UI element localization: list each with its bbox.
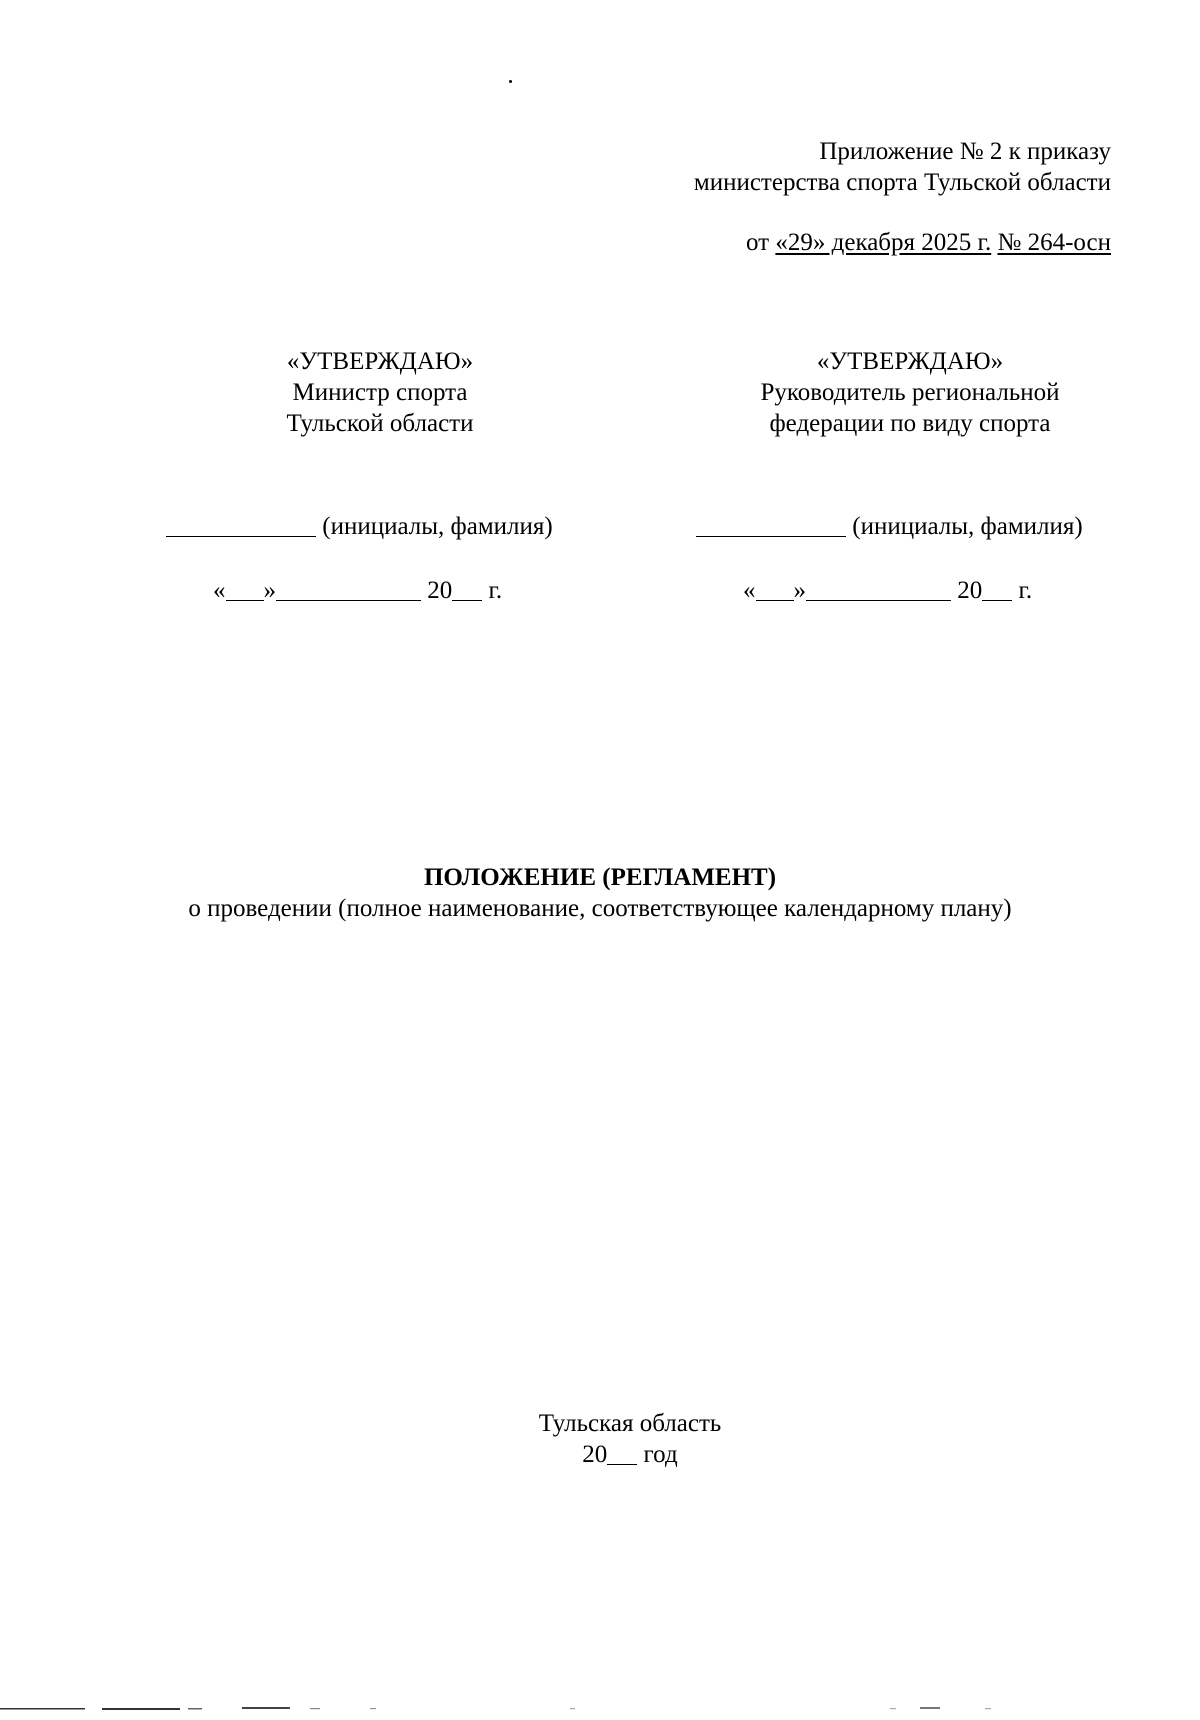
document-title: ПОЛОЖЕНИЕ (РЕГЛАМЕНТ) [423, 864, 777, 891]
month-blank [276, 600, 421, 601]
order-reference [746, 227, 1111, 258]
approval-heading: «УТВЕРЖДАЮ» [286, 348, 474, 375]
year-blank [452, 600, 482, 601]
day-blank [226, 600, 264, 601]
signature-blank [696, 536, 846, 537]
year-prefix: 20 [582, 1441, 608, 1468]
appendix-header [694, 136, 1111, 198]
approval-heading: «УТВЕРЖДАЮ» [816, 348, 1004, 375]
approval-block-federation [680, 346, 1140, 439]
approval-position-line-1: Руководитель региональной [760, 379, 1060, 406]
year-suffix: г. [1018, 577, 1033, 604]
signature-blank [166, 536, 316, 537]
signature-line-federation [696, 511, 1083, 542]
year-line [0, 1439, 1200, 1470]
scan-dot [509, 80, 512, 83]
document-title-block [0, 862, 1200, 924]
year-suffix: г. [488, 577, 503, 604]
order-date: «29» декабря 2025 г. [775, 229, 992, 256]
scan-artifacts [0, 1706, 1200, 1712]
appendix-line-1: Приложение № 2 к приказу [819, 138, 1111, 165]
year-prefix: 20 [427, 577, 453, 604]
order-prefix: от [746, 229, 776, 256]
date-quote-open: « [743, 577, 756, 604]
signature-caption: (инициалы, фамилия) [852, 513, 1083, 540]
year-prefix: 20 [957, 577, 983, 604]
year-blank [982, 600, 1012, 601]
place-year-block [0, 1408, 1200, 1470]
approval-position-line-2: федерации по виду спорта [769, 410, 1051, 437]
place-name: Тульская область [538, 1410, 722, 1437]
signature-line-minister [166, 511, 553, 542]
date-quote-close: » [263, 577, 276, 604]
approval-position-line-2: Тульской области [286, 410, 474, 437]
year-blank [607, 1464, 637, 1465]
date-quote-open: « [213, 577, 226, 604]
year-suffix: год [643, 1441, 678, 1468]
document-subtitle: о проведении (полное наименование, соответствующее календарному плану) [188, 895, 1012, 922]
month-blank [806, 600, 951, 601]
day-blank [756, 600, 794, 601]
date-line-minister [213, 575, 502, 606]
order-number: № 264-осн [997, 229, 1111, 256]
approval-position-line-1: Министр спорта [292, 379, 468, 406]
approval-block-minister [150, 346, 610, 439]
date-quote-close: » [793, 577, 806, 604]
signature-caption: (инициалы, фамилия) [322, 513, 553, 540]
date-line-federation [743, 575, 1032, 606]
appendix-line-2: министерства спорта Тульской области [693, 169, 1111, 196]
